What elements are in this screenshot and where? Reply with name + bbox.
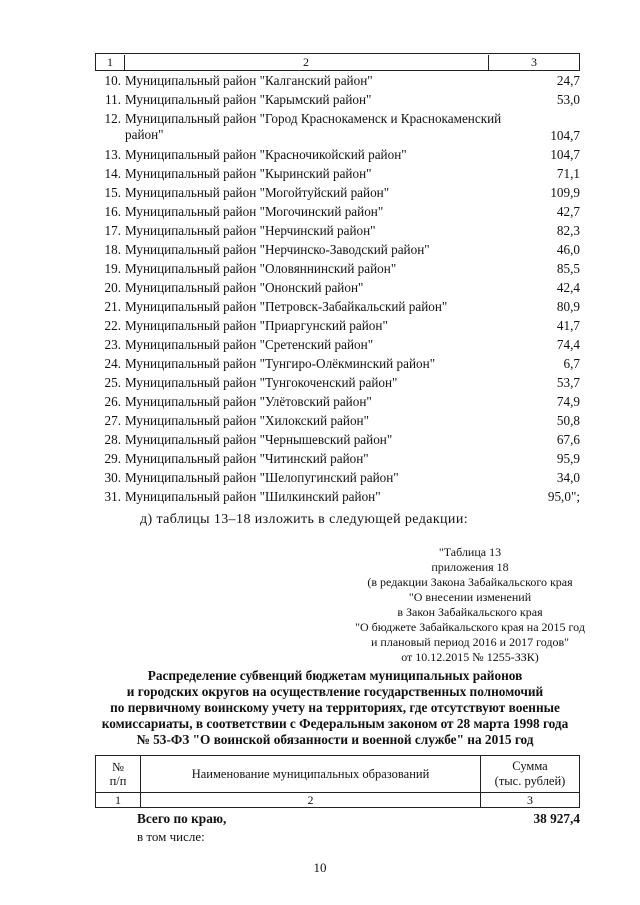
row-number: 10. <box>104 73 121 88</box>
table-row <box>95 354 580 373</box>
table-row <box>95 411 580 430</box>
row-municipality-name: Муниципальный район "Красночикойский район" <box>125 147 407 162</box>
table-row <box>95 392 580 411</box>
row-amount: 41,7 <box>556 318 580 333</box>
table-row <box>95 430 580 449</box>
row-amount: 42,4 <box>556 280 580 295</box>
row-amount: 95,0"; <box>547 489 580 504</box>
continuation-table <box>95 53 580 504</box>
row-number: 22. <box>104 318 121 333</box>
annex-line: "О бюджете Забайкальского края на 2015 год <box>355 620 585 634</box>
table-row <box>95 297 580 316</box>
row-number: 14. <box>104 166 121 181</box>
col-name-header: Наименование муниципальных образований <box>141 756 481 793</box>
annex-line: "Таблица 13 <box>438 545 502 559</box>
amendment-instruction: д) таблицы 13–18 изложить в следующей редакции: <box>140 512 469 527</box>
row-municipality-name: Муниципальный район "Оловяннинский район" <box>125 261 397 276</box>
row-number: 27. <box>104 413 121 428</box>
row-number: 31. <box>104 489 121 504</box>
header-col-3: 3 <box>531 55 537 69</box>
row-amount: 53,7 <box>556 375 580 390</box>
table-row <box>95 164 580 183</box>
index-cell-3: 3 <box>481 793 580 808</box>
row-number: 29. <box>104 451 121 466</box>
col-number-header-line-1: № <box>112 760 124 774</box>
row-number: 23. <box>104 337 121 352</box>
row-number: 24. <box>104 356 121 371</box>
col-number-header <box>96 756 141 793</box>
row-amount: 85,5 <box>556 261 580 276</box>
annex-line: и плановый период 2016 и 2017 годов" <box>370 635 570 649</box>
row-amount: 46,0 <box>556 242 580 257</box>
table-title <box>85 668 585 748</box>
row-municipality-name: Муниципальный район "Город Краснокаменск и Краснокаменский район" <box>125 111 502 142</box>
subvention-table <box>95 755 580 808</box>
subvention-table-index-row <box>96 793 580 808</box>
table-row <box>95 183 580 202</box>
title-line: Распределение субвенций бюджетам муниципальных районов <box>147 668 523 683</box>
row-number: 21. <box>104 299 121 314</box>
row-number: 12. <box>104 111 121 126</box>
row-number: 28. <box>104 432 121 447</box>
table-row <box>95 221 580 240</box>
total-label: Всего по краю, <box>137 811 227 826</box>
col-number-header-line-2: п/п <box>109 774 127 788</box>
row-amount: 109,9 <box>550 185 580 200</box>
table-row <box>95 316 580 335</box>
total-value: 38 927,4 <box>533 811 580 826</box>
row-amount: 82,3 <box>556 223 580 238</box>
row-municipality-name: Муниципальный район "Кыринский район" <box>125 166 372 181</box>
row-municipality-name: Муниципальный район "Читинский район" <box>125 451 369 466</box>
row-municipality-name: Муниципальный район "Могойтуйский район" <box>125 185 390 200</box>
table-row <box>95 468 580 487</box>
row-municipality-name: Муниципальный район "Сретенский район" <box>125 337 374 352</box>
table-row <box>95 90 580 109</box>
row-number: 18. <box>104 242 121 257</box>
row-number: 19. <box>104 261 121 276</box>
row-municipality-name: Муниципальный район "Калганский район" <box>125 73 373 88</box>
row-number: 25. <box>104 375 121 390</box>
row-municipality-name: Муниципальный район "Хилокский район" <box>125 413 369 428</box>
row-municipality-name: Муниципальный район "Тунгокоченский район" <box>125 375 398 390</box>
col-sum-header-line-2: (тыс. рублей) <box>494 774 566 788</box>
row-number: 11. <box>105 92 121 107</box>
table-row <box>95 109 580 145</box>
continuation-table-header <box>95 53 580 71</box>
annex-line: приложения 18 <box>431 560 509 574</box>
table-row <box>95 202 580 221</box>
header-col-2: 2 <box>124 55 489 71</box>
annex-line: "О внесении изменений <box>408 590 532 604</box>
row-municipality-name: Муниципальный район "Улётовский район" <box>125 394 372 409</box>
row-number: 20. <box>104 280 121 295</box>
annex-reference <box>330 545 610 665</box>
continuation-table-body <box>95 71 580 506</box>
row-municipality-name: Муниципальный район "Шелопугинский район" <box>125 470 399 485</box>
table-row <box>95 487 580 506</box>
annex-line: в Закон Забайкальского края <box>397 605 543 619</box>
row-amount: 50,8 <box>556 413 580 428</box>
table-row <box>95 449 580 468</box>
row-number: 30. <box>104 470 121 485</box>
header-col-1: 1 <box>96 55 125 71</box>
subvention-table-header <box>96 756 580 793</box>
row-municipality-name: Муниципальный район "Тунгиро-Олёкминский район" <box>125 356 436 371</box>
row-municipality-name: Муниципальный район "Петровск-Забайкальский район" <box>125 299 448 314</box>
table-row <box>95 373 580 392</box>
row-amount: 24,7 <box>556 73 580 88</box>
row-amount: 42,7 <box>556 204 580 219</box>
row-amount: 80,9 <box>556 299 580 314</box>
page-number: 10 <box>313 860 327 875</box>
row-number: 15. <box>104 185 121 200</box>
col-sum-header-line-1: Сумма <box>512 759 548 773</box>
row-municipality-name: Муниципальный район "Приаргунский район" <box>125 318 388 333</box>
row-municipality-name: Муниципальный район "Нерчинско-Заводский район" <box>125 242 430 257</box>
title-line: по первичному воинскому учету на территориях, где отсутствуют военные <box>110 700 560 715</box>
row-municipality-name: Муниципальный район "Чернышевский район" <box>125 432 393 447</box>
title-line: № 53-ФЗ "О воинской обязанности и военной службе" на 2015 год <box>136 732 534 747</box>
row-municipality-name: Муниципальный район "Шилкинский район" <box>125 489 381 504</box>
including-label: в том числе: <box>137 829 205 844</box>
row-municipality-name: Муниципальный район "Нерчинский район" <box>125 223 376 238</box>
row-municipality-name: Муниципальный район "Карымский район" <box>125 92 372 107</box>
row-number: 17. <box>104 223 121 238</box>
row-amount: 74,9 <box>556 394 580 409</box>
title-line: комиссариаты, в соответствии с Федеральным законом от 28 марта 1998 года <box>101 716 569 731</box>
row-amount: 104,7 <box>550 147 580 162</box>
row-amount: 104,7 <box>550 128 580 143</box>
title-line: и городских округов на осуществление государственных полномочий <box>126 684 544 699</box>
row-amount: 34,0 <box>556 470 580 485</box>
col-sum-header <box>481 756 580 793</box>
row-amount: 67,6 <box>556 432 580 447</box>
table-row <box>95 278 580 297</box>
index-cell-2: 2 <box>141 793 481 808</box>
row-amount: 71,1 <box>556 166 580 181</box>
row-municipality-name: Муниципальный район "Могочинский район" <box>125 204 384 219</box>
table-row <box>95 145 580 164</box>
table-row <box>95 259 580 278</box>
table-row <box>95 71 580 90</box>
table-row <box>95 240 580 259</box>
row-number: 26. <box>104 394 121 409</box>
row-amount: 74,4 <box>556 337 580 352</box>
annex-line: (в редакции Закона Забайкальского края <box>367 575 573 589</box>
annex-line: от 10.12.2015 № 1255-ЗЗК) <box>401 650 539 664</box>
row-amount: 6,7 <box>563 356 580 371</box>
index-cell-1: 1 <box>96 793 141 808</box>
row-amount: 95,9 <box>556 451 580 466</box>
table-row <box>95 335 580 354</box>
row-number: 16. <box>104 204 121 219</box>
row-municipality-name: Муниципальный район "Ононский район" <box>125 280 364 295</box>
row-amount: 53,0 <box>556 92 580 107</box>
row-number: 13. <box>104 147 121 162</box>
